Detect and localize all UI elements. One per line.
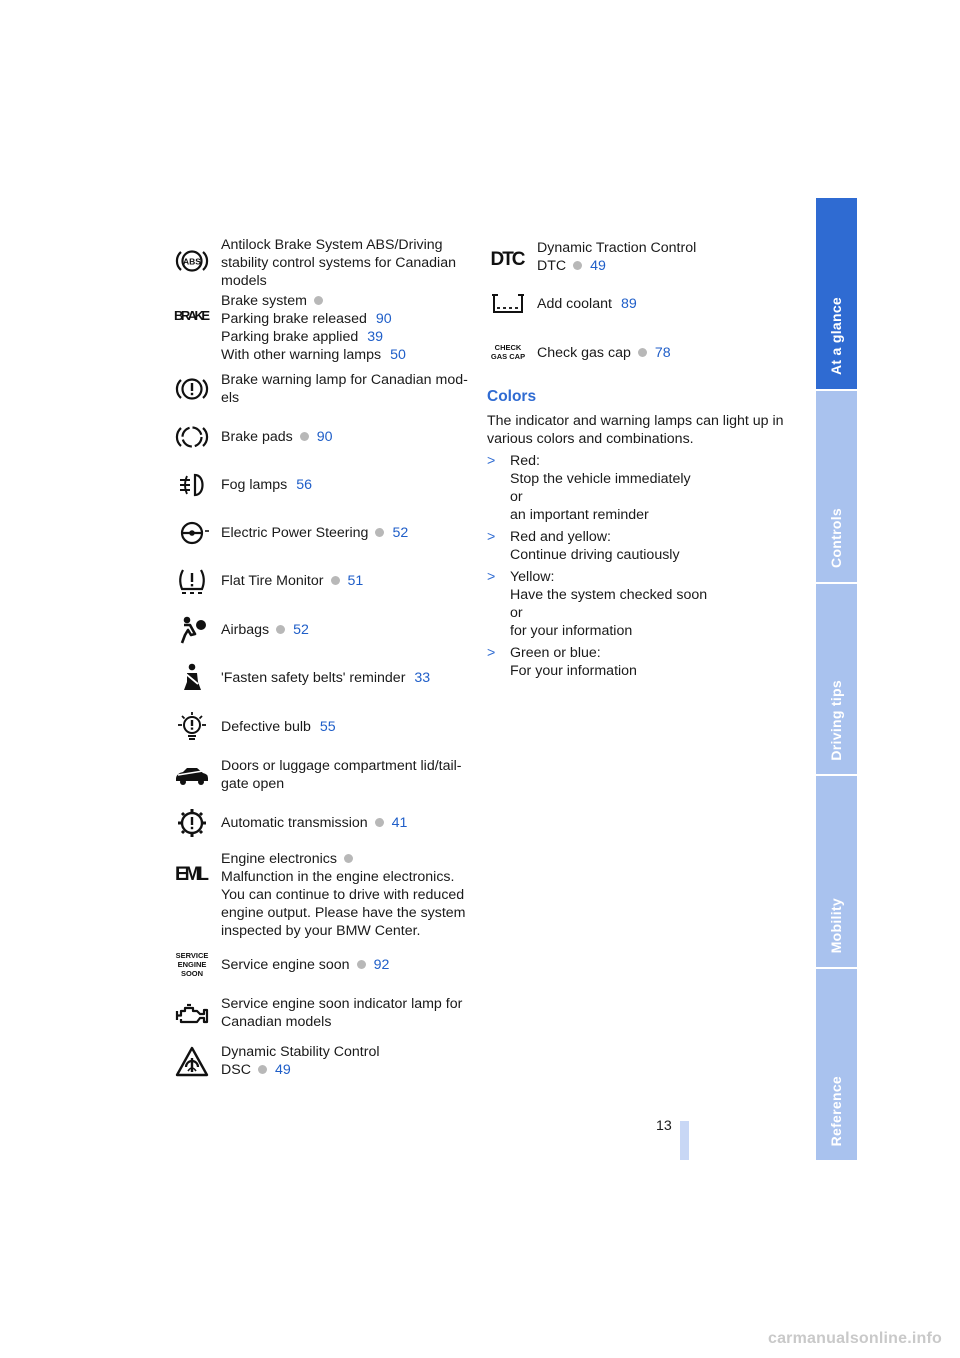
indicator-dot bbox=[344, 854, 353, 863]
tab-driving-tips[interactable]: Driving tips bbox=[816, 584, 857, 777]
bullet-arrow-icon: > bbox=[487, 529, 496, 545]
indicator-dot bbox=[375, 818, 384, 827]
bullet-arrow-icon: > bbox=[487, 645, 496, 661]
page-ref-link[interactable]: 39 bbox=[367, 329, 384, 345]
indicator-dot bbox=[258, 1065, 267, 1074]
lamp-row-seatbelt bbox=[172, 669, 430, 687]
brake-warning-canada-icon bbox=[172, 376, 212, 402]
page-ref-link[interactable]: 52 bbox=[392, 525, 409, 541]
lamp-coolant-description: Add coolant 89 bbox=[537, 296, 637, 312]
lamp-dtc-description: Dynamic Traction Control DTC 49 bbox=[537, 240, 697, 274]
lamp-abs-description: Antilock Brake System ABS/Driving stability control systems for Canadian models bbox=[221, 237, 456, 289]
lamp-eml-description: Engine electronics Malfunction in the engine electronics. You can continue to drive with reduced engine output. Please have the system inspected by your BMW Center. bbox=[221, 851, 466, 939]
page-ref-link[interactable]: 49 bbox=[590, 258, 606, 274]
colors-list bbox=[487, 452, 707, 684]
lamp-transmission-description: Automatic transmission 41 bbox=[221, 815, 408, 831]
page-ref-link[interactable]: 33 bbox=[414, 670, 431, 686]
page-ref-link[interactable]: 49 bbox=[274, 1062, 291, 1078]
lamp-row-brake bbox=[172, 292, 406, 364]
lamp-row-abs bbox=[172, 236, 456, 290]
list-item: > Green or blue: For your information bbox=[487, 645, 637, 679]
svg-text:SERVICE: SERVICE bbox=[175, 951, 209, 960]
lamp-fog-lamps-description: Fog lamps 56 bbox=[221, 477, 313, 493]
lamp-seatbelt-description: 'Fasten safety belts' reminder 33 bbox=[221, 670, 431, 686]
airbag-icon bbox=[172, 615, 212, 645]
indicator-dot bbox=[573, 261, 582, 270]
seatbelt-icon bbox=[172, 663, 212, 693]
brake-icon bbox=[172, 306, 212, 324]
abs-icon bbox=[172, 248, 212, 274]
lamp-row-brake-warning-canada bbox=[172, 371, 468, 407]
dtc-icon bbox=[487, 247, 529, 269]
lamp-check-gas-cap-description: Check gas cap 78 bbox=[537, 345, 671, 361]
fog-lamps-icon bbox=[172, 472, 212, 498]
lamp-airbags-description: Airbags 52 bbox=[221, 622, 309, 638]
lamp-row-brake-pads bbox=[172, 428, 333, 446]
lamp-service-engine-soon-description: Service engine soon 92 bbox=[221, 957, 390, 973]
page-ref-link[interactable]: 90 bbox=[316, 429, 333, 445]
svg-text:CHECK: CHECK bbox=[494, 343, 522, 352]
lamp-row-eml bbox=[172, 850, 466, 940]
lamp-row-transmission bbox=[172, 814, 407, 832]
lamp-row-dsc bbox=[172, 1043, 379, 1079]
lamp-power-steering-description: Electric Power Steering 52 bbox=[221, 525, 409, 541]
lamp-row-coolant bbox=[487, 295, 637, 313]
lamp-row-defective-bulb bbox=[172, 718, 336, 736]
svg-text:ABS: ABS bbox=[183, 256, 201, 267]
transmission-icon bbox=[172, 807, 212, 839]
doors-open-icon bbox=[172, 763, 212, 789]
lamp-row-check-gas-cap bbox=[487, 344, 671, 362]
lamp-engine-canada-description: Service engine soon indicator lamp for Canadian models bbox=[221, 996, 463, 1030]
indicator-dot bbox=[638, 348, 647, 357]
lamp-brake-warning-canada-description: Brake warning lamp for Canadian mod- els bbox=[221, 372, 468, 406]
chapter-tabs bbox=[816, 198, 857, 1160]
coolant-icon bbox=[487, 291, 529, 317]
lamp-row-airbags bbox=[172, 621, 309, 639]
page-ref-link[interactable]: 50 bbox=[390, 347, 406, 363]
defective-bulb-icon bbox=[172, 711, 212, 743]
page-ref-link[interactable]: 56 bbox=[296, 477, 313, 493]
lamp-row-service-engine-soon bbox=[172, 951, 390, 978]
lamp-doors-open-description: Doors or luggage compartment lid/tail- gate open bbox=[221, 758, 462, 792]
bullet-arrow-icon: > bbox=[487, 569, 496, 585]
page-ref-link[interactable]: 78 bbox=[654, 345, 671, 361]
page-ref-link[interactable]: 52 bbox=[293, 622, 309, 638]
flat-tire-icon bbox=[172, 567, 212, 597]
colors-intro: The indicator and warning lamps can light up in various colors and combinations. bbox=[487, 413, 784, 447]
lamp-row-dtc bbox=[487, 239, 696, 275]
svg-text:BRAKE: BRAKE bbox=[174, 308, 210, 323]
svg-text:DTC: DTC bbox=[490, 249, 526, 269]
page-ref-link[interactable]: 41 bbox=[391, 815, 408, 831]
dsc-icon bbox=[172, 1046, 212, 1078]
check-gas-cap-icon bbox=[487, 341, 529, 363]
indicator-dot bbox=[300, 432, 309, 441]
indicator-dot bbox=[331, 576, 340, 585]
lamp-flat-tire-description: Flat Tire Monitor 51 bbox=[221, 573, 364, 589]
eml-icon bbox=[172, 862, 212, 884]
lamp-row-fog-lamps bbox=[172, 476, 312, 494]
bullet-arrow-icon: > bbox=[487, 453, 496, 469]
lamp-dsc-description: Dynamic Stability Control DSC 49 bbox=[221, 1044, 380, 1078]
page-ref-link[interactable]: 51 bbox=[347, 573, 364, 589]
page-ref-link[interactable]: 92 bbox=[373, 957, 390, 973]
engine-canada-icon bbox=[172, 1003, 212, 1027]
lamp-defective-bulb-description: Defective bulb 55 bbox=[221, 719, 336, 735]
lamp-brake-pads-description: Brake pads 90 bbox=[221, 429, 333, 445]
brake-pads-icon bbox=[172, 424, 212, 450]
power-steering-icon bbox=[172, 520, 212, 546]
indicator-dot bbox=[357, 960, 366, 969]
tab-at-a-glance[interactable]: At a glance bbox=[816, 198, 857, 391]
page-ref-link[interactable]: 90 bbox=[375, 311, 392, 327]
indicator-dot bbox=[375, 528, 384, 537]
page-number: 13 bbox=[656, 1118, 672, 1134]
watermark: carmanualsonline.info bbox=[767, 1330, 942, 1347]
svg-text:GAS CAP: GAS CAP bbox=[490, 352, 526, 361]
lamp-row-flat-tire bbox=[172, 572, 363, 590]
svg-text:ENGINE: ENGINE bbox=[177, 960, 207, 969]
tab-reference[interactable]: Reference bbox=[816, 969, 857, 1160]
page-number-bar bbox=[680, 1121, 689, 1160]
indicator-dot bbox=[314, 296, 323, 305]
svg-text:EML: EML bbox=[175, 864, 209, 884]
lamp-row-power-steering bbox=[172, 524, 408, 542]
lamp-row-engine-canada bbox=[172, 995, 462, 1031]
tab-mobility[interactable]: Mobility bbox=[816, 776, 857, 969]
lamp-brake-description: Brake system Parking brake released 90 Parking brake applied 39 With other warning lamps 50 bbox=[221, 293, 406, 363]
list-item: > Yellow: Have the system checked soon or for your information bbox=[487, 569, 708, 639]
tab-controls[interactable]: Controls bbox=[816, 391, 857, 584]
colors-heading: Colors bbox=[487, 388, 537, 405]
service-engine-soon-icon bbox=[172, 950, 212, 980]
list-item: > Red and yellow: Continue driving cautiously bbox=[487, 529, 680, 563]
page-ref-link[interactable]: 55 bbox=[319, 719, 336, 735]
svg-text:SOON: SOON bbox=[180, 969, 204, 978]
lamp-row-doors-open bbox=[172, 757, 462, 793]
indicator-dot bbox=[276, 625, 285, 634]
list-item: > Red: Stop the vehicle immediately or an important reminder bbox=[487, 453, 691, 523]
page-ref-link[interactable]: 89 bbox=[620, 296, 637, 312]
